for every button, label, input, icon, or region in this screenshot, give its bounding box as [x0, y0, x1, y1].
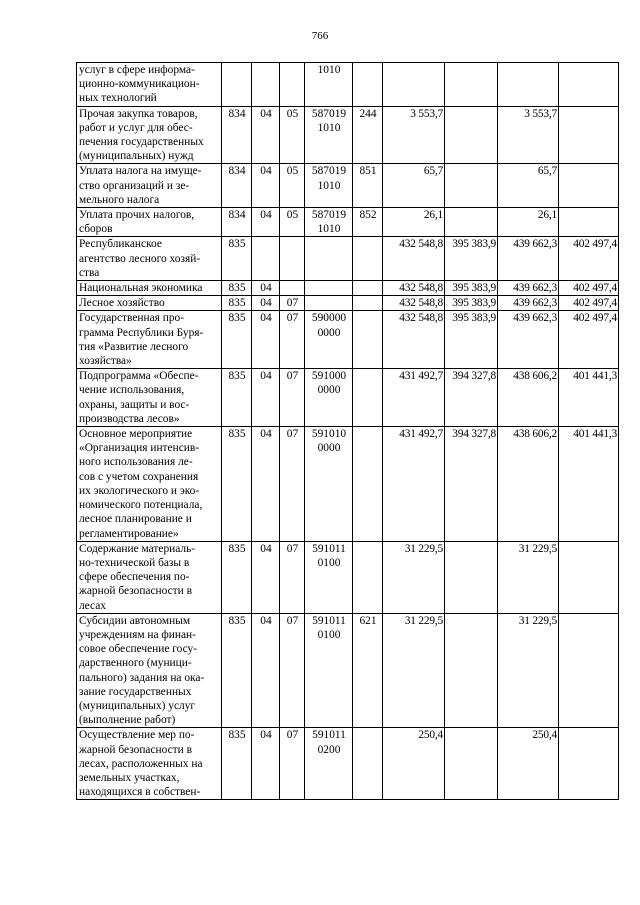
- row-name-line: Республиканское: [79, 238, 162, 251]
- row-target-code-line: 0100: [317, 628, 341, 641]
- row-sum-1: 26,1: [383, 208, 445, 237]
- row-sum-2: [445, 106, 498, 164]
- row-sum-3: [498, 63, 559, 107]
- row-name: [77, 613, 222, 728]
- row-name-line: услуг в сфере информа-: [79, 64, 195, 76]
- row-target-code: [305, 164, 353, 208]
- row-name-line: лесное планирование и: [79, 513, 192, 526]
- row-subsection-code: [280, 281, 305, 296]
- row-sum-2: [445, 728, 498, 800]
- row-expense-type: [353, 427, 383, 542]
- row-target-code: [305, 541, 353, 613]
- page-number: 766: [311, 30, 329, 42]
- row-section-code: 04: [252, 311, 280, 369]
- row-subsection-code: 05: [280, 164, 305, 208]
- row-sum-3: 31 229,5: [498, 613, 559, 728]
- table-row: [77, 208, 619, 237]
- row-target-code: [305, 728, 353, 800]
- row-name-line: грамма Республики Буря-: [79, 326, 204, 339]
- budget-table: [76, 62, 619, 800]
- row-sum-1: 31 229,5: [383, 541, 445, 613]
- row-target-code-line: 591000: [311, 370, 347, 383]
- row-section-code: 04: [252, 369, 280, 427]
- row-admin-code: 835: [222, 541, 252, 613]
- row-sum-4: 402 497,4: [559, 237, 619, 281]
- row-name: [77, 541, 222, 613]
- row-target-code-line: 0000: [317, 442, 341, 455]
- row-sum-4: [559, 541, 619, 613]
- row-target-code: [305, 311, 353, 369]
- row-name-line: агентство лесного хозяй-: [79, 252, 201, 265]
- row-section-code: 04: [252, 728, 280, 800]
- row-target-code-line: 0100: [317, 556, 341, 569]
- row-name-line: номического потенциала,: [79, 499, 203, 512]
- table-row: [77, 427, 619, 542]
- row-sum-4: 402 497,4: [559, 281, 619, 296]
- row-sum-3: 439 662,3: [498, 296, 559, 311]
- row-sum-3: 250,4: [498, 728, 559, 800]
- row-subsection-code: 07: [280, 541, 305, 613]
- row-admin-code: 835: [222, 369, 252, 427]
- row-name-line: «Организация интенсив-: [79, 442, 200, 455]
- row-sum-2: [445, 613, 498, 728]
- row-subsection-code: 07: [280, 728, 305, 800]
- row-target-code: [305, 427, 353, 542]
- table-row: [77, 369, 619, 427]
- row-target-code-line: 591011: [312, 614, 346, 627]
- row-name-line: (выполнение работ): [79, 714, 176, 727]
- row-name-line: Подпрограмма «Обеспе-: [79, 370, 199, 383]
- row-section-code: 04: [252, 541, 280, 613]
- row-sum-1: 31 229,5: [383, 613, 445, 728]
- row-sum-2: 395 383,9: [445, 237, 498, 281]
- row-sum-3: 438 606,2: [498, 369, 559, 427]
- row-name-line: совое обеспечение госу-: [79, 643, 198, 656]
- row-target-code-line: 587019: [311, 107, 347, 120]
- row-name-line: Государственная про-: [79, 312, 185, 325]
- row-name-line: ство организаций и зе-: [79, 179, 190, 192]
- row-name-line: Уплата налога на имуще-: [79, 165, 202, 178]
- row-sum-4: 402 497,4: [559, 296, 619, 311]
- row-expense-type: [353, 369, 383, 427]
- row-expense-type: 851: [353, 164, 383, 208]
- row-section-code: 04: [252, 427, 280, 542]
- row-name-line: работ и услуг для обес-: [79, 121, 193, 134]
- row-sum-2: 395 383,9: [445, 281, 498, 296]
- row-sum-4: [559, 106, 619, 164]
- row-target-code: [305, 208, 353, 237]
- row-section-code: 04: [252, 208, 280, 237]
- row-target-code-line: 1010: [317, 179, 341, 192]
- row-sum-3: 439 662,3: [498, 311, 559, 369]
- row-target-code-line: 1010: [317, 121, 341, 134]
- row-section-code: 04: [252, 296, 280, 311]
- row-sum-2: 395 383,9: [445, 296, 498, 311]
- row-sum-3: 3 553,7: [498, 106, 559, 164]
- row-name-line: их экологического и эко-: [79, 484, 200, 497]
- row-name-line: хозяйства»: [79, 355, 132, 368]
- row-name: [77, 427, 222, 542]
- row-sum-3: 31 229,5: [498, 541, 559, 613]
- row-name: [77, 164, 222, 208]
- row-target-code-line: 591010: [311, 428, 347, 441]
- row-sum-1: 250,4: [383, 728, 445, 800]
- row-name: [77, 311, 222, 369]
- row-sum-3: 65,7: [498, 164, 559, 208]
- row-name-line: охраны, защиты и вос-: [79, 398, 190, 411]
- row-name-line: ного использования ле-: [79, 456, 193, 469]
- row-subsection-code: 05: [280, 106, 305, 164]
- row-section-code: 04: [252, 281, 280, 296]
- row-expense-type: [353, 541, 383, 613]
- row-admin-code: 834: [222, 106, 252, 164]
- row-section-code: 04: [252, 164, 280, 208]
- row-admin-code: 835: [222, 281, 252, 296]
- row-sum-4: [559, 613, 619, 728]
- row-target-code-line: 591011: [312, 542, 346, 555]
- row-name-line: дарственного (муници-: [79, 657, 192, 670]
- row-sum-4: [559, 208, 619, 237]
- row-target-code-line: 1010: [317, 223, 341, 236]
- row-expense-type: [353, 63, 383, 107]
- row-name-line: Прочая закупка товаров,: [79, 107, 198, 120]
- row-expense-type: 852: [353, 208, 383, 237]
- row-expense-type: [353, 237, 383, 281]
- row-admin-code: 835: [222, 427, 252, 542]
- row-section-code: [252, 63, 280, 107]
- row-expense-type: [353, 311, 383, 369]
- row-target-code: [305, 237, 353, 281]
- row-sum-1: 432 548,8: [383, 296, 445, 311]
- row-target-code-line: 0000: [317, 384, 341, 397]
- row-name-line: пального) задания на ока-: [79, 671, 205, 684]
- row-subsection-code: [280, 63, 305, 107]
- row-name: [77, 237, 222, 281]
- row-name-line: находящихся в собствен-: [79, 786, 201, 799]
- row-sum-4: 402 497,4: [559, 311, 619, 369]
- row-target-code-line: 0000: [317, 326, 341, 339]
- row-name-line: ных технологий: [79, 92, 157, 105]
- row-name: [77, 728, 222, 800]
- row-name: [77, 369, 222, 427]
- row-sum-2: [445, 63, 498, 107]
- row-admin-code: [222, 63, 252, 107]
- row-target-code: [305, 281, 353, 296]
- row-admin-code: 835: [222, 728, 252, 800]
- row-sum-4: 401 441,3: [559, 427, 619, 542]
- table-row: [77, 728, 619, 800]
- row-sum-1: 65,7: [383, 164, 445, 208]
- row-expense-type: 244: [353, 106, 383, 164]
- row-name: [77, 208, 222, 237]
- table-row: [77, 541, 619, 613]
- row-target-code-line: 587019: [311, 209, 347, 222]
- row-name-line: сов с учетом сохранения: [79, 470, 199, 483]
- row-name: [77, 106, 222, 164]
- row-admin-code: 835: [222, 296, 252, 311]
- row-name-line: жарной безопасности в: [79, 585, 192, 598]
- row-sum-2: 394 327,8: [445, 369, 498, 427]
- row-target-code: [305, 369, 353, 427]
- table-row: [77, 237, 619, 281]
- row-section-code: [252, 237, 280, 281]
- row-section-code: 04: [252, 106, 280, 164]
- row-name-line: Лесное хозяйство: [79, 297, 165, 310]
- row-subsection-code: 07: [280, 296, 305, 311]
- row-sum-4: [559, 728, 619, 800]
- row-name: [77, 281, 222, 296]
- row-sum-3: 439 662,3: [498, 281, 559, 296]
- row-name-line: жарной безопасности в: [79, 743, 192, 756]
- row-expense-type: [353, 281, 383, 296]
- row-name-line: сфере обеспечения по-: [79, 571, 190, 584]
- row-target-code: [305, 106, 353, 164]
- row-name-line: (муниципальных) услуг: [79, 699, 196, 712]
- row-subsection-code: 07: [280, 369, 305, 427]
- row-section-code: 04: [252, 613, 280, 728]
- row-sum-3: 26,1: [498, 208, 559, 237]
- row-sum-1: 432 548,8: [383, 281, 445, 296]
- row-name-line: Национальная экономика: [79, 282, 203, 295]
- row-expense-type: [353, 728, 383, 800]
- row-name-line: производства лесов»: [79, 412, 180, 425]
- row-name-line: ства: [79, 266, 100, 279]
- row-name-line: земельных участках,: [79, 771, 180, 784]
- row-name-line: лесах, расположенных на: [79, 757, 203, 770]
- row-sum-2: [445, 208, 498, 237]
- row-sum-1: 3 553,7: [383, 106, 445, 164]
- row-target-code: [305, 63, 353, 107]
- row-name-line: но-технической базы в: [79, 556, 190, 569]
- row-name: [77, 63, 222, 107]
- row-sum-1: 432 548,8: [383, 311, 445, 369]
- row-name-line: Основное мероприятие: [79, 428, 193, 441]
- table-row: [77, 106, 619, 164]
- row-name-line: (муниципальных) нужд: [79, 150, 194, 163]
- row-target-code-line: 590000: [311, 312, 347, 325]
- row-name-line: тия «Развитие лесного: [79, 340, 189, 353]
- row-name-line: Субсидии автономным: [79, 614, 191, 627]
- row-admin-code: 835: [222, 311, 252, 369]
- row-target-code: [305, 613, 353, 728]
- row-name-line: лесах: [79, 599, 106, 612]
- table-row: [77, 281, 619, 296]
- table-row: [77, 296, 619, 311]
- row-sum-3: 438 606,2: [498, 427, 559, 542]
- row-name-line: чение использования,: [79, 384, 185, 397]
- row-sum-4: [559, 63, 619, 107]
- row-sum-1: [383, 63, 445, 107]
- row-name-line: печения государственных: [79, 136, 204, 149]
- row-sum-2: 394 327,8: [445, 427, 498, 542]
- row-subsection-code: 07: [280, 427, 305, 542]
- row-admin-code: 834: [222, 164, 252, 208]
- row-name-line: зание государственных: [79, 685, 192, 698]
- row-target-code-line: 1010: [317, 64, 341, 76]
- table-row: [77, 311, 619, 369]
- row-target-code-line: 0200: [317, 743, 341, 756]
- row-name-line: Содержание материаль-: [79, 542, 196, 555]
- row-subsection-code: [280, 237, 305, 281]
- table-row: [77, 613, 619, 728]
- row-subsection-code: 07: [280, 613, 305, 728]
- row-name-line: учреждениям на финан-: [79, 628, 196, 641]
- row-name-line: сборов: [79, 223, 113, 236]
- row-sum-3: 439 662,3: [498, 237, 559, 281]
- row-expense-type: [353, 296, 383, 311]
- row-name-line: Осуществление мер по-: [79, 729, 195, 742]
- row-target-code-line: 587019: [311, 165, 347, 178]
- row-admin-code: 835: [222, 613, 252, 728]
- row-sum-1: 432 548,8: [383, 237, 445, 281]
- row-subsection-code: 07: [280, 311, 305, 369]
- row-sum-2: 395 383,9: [445, 311, 498, 369]
- row-name: [77, 296, 222, 311]
- row-expense-type: 621: [353, 613, 383, 728]
- row-name-line: Уплата прочих налогов,: [79, 209, 195, 222]
- row-subsection-code: 05: [280, 208, 305, 237]
- row-name-line: регламентирование»: [79, 527, 179, 540]
- row-admin-code: 834: [222, 208, 252, 237]
- row-sum-4: 401 441,3: [559, 369, 619, 427]
- table-row: [77, 164, 619, 208]
- table-row: [77, 63, 619, 107]
- row-target-code: [305, 296, 353, 311]
- row-name-line: мельного налога: [79, 193, 160, 206]
- row-sum-2: [445, 541, 498, 613]
- row-admin-code: 835: [222, 237, 252, 281]
- row-sum-1: 431 492,7: [383, 427, 445, 542]
- row-sum-2: [445, 164, 498, 208]
- row-sum-4: [559, 164, 619, 208]
- row-name-line: ционно-коммуникацион-: [79, 78, 200, 91]
- row-target-code-line: 591011: [312, 729, 346, 742]
- row-sum-1: 431 492,7: [383, 369, 445, 427]
